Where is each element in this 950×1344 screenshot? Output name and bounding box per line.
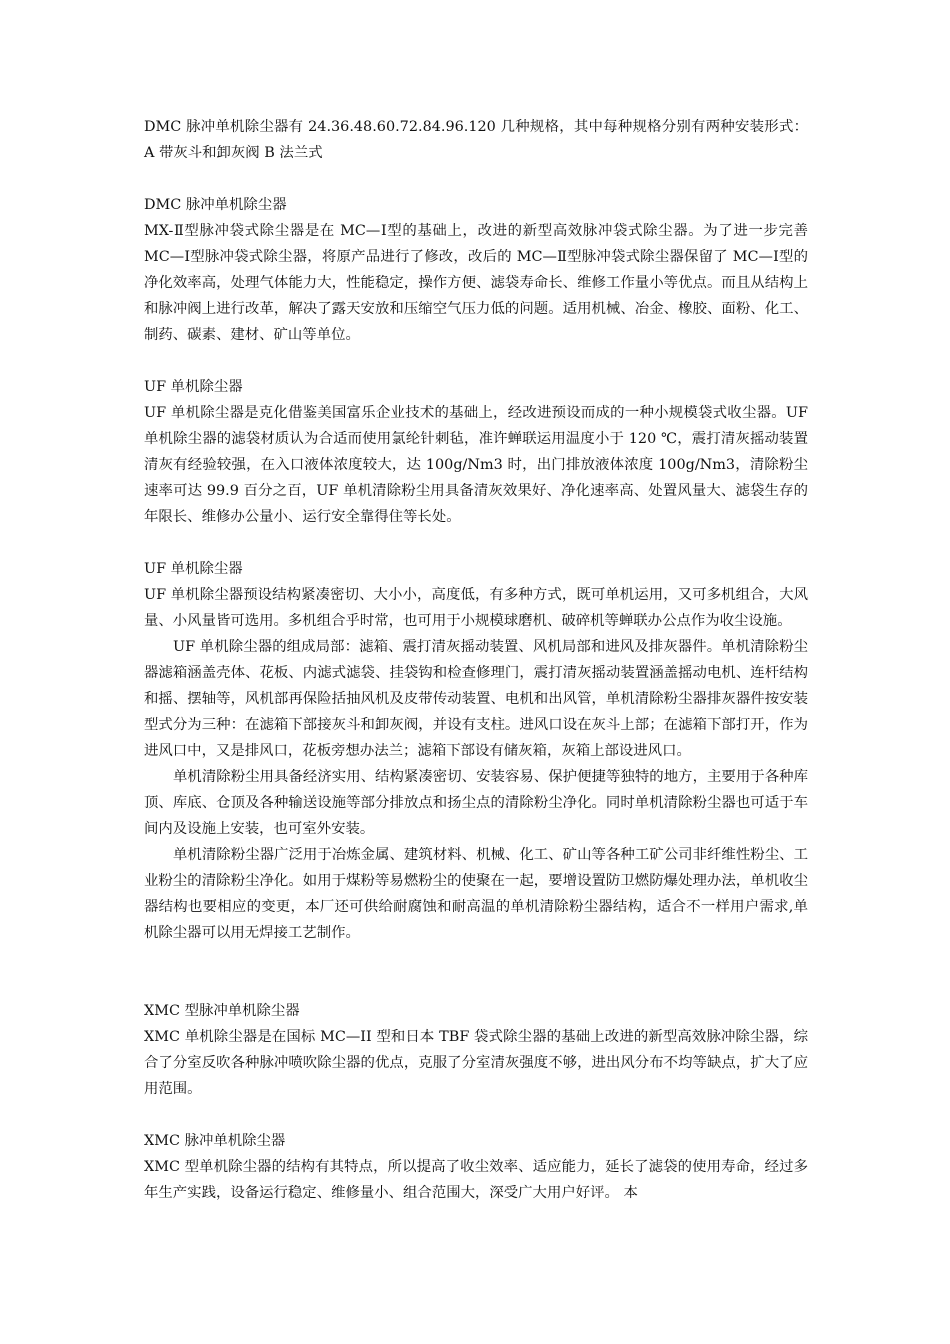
- spacer: [144, 946, 808, 998]
- section-3-text: UF 单机除尘器是克化借鉴美国富乐企业技术的基础上，经改进预设而成的一种小规模袋式收尘器。UF 单机除尘器的滤袋材质认为合适而使用氯纶针刺毡，准许蝉联运用温度小于 120 ℃，震打清灰摇动装置清灰有经验较强，在入口液体浓度较大，达 100g/Nm3 时，出门排放液体浓度 100g/Nm3，清除粉尘速率可达 99.9 百分之百，UF 单机清除粉尘用具备清灰效果好、净化速率高、处置风量大、滤袋生存的年限长、维修办公量小、运行安全靠得住等长处。: [144, 405, 808, 525]
- section-4-heading: UF 单机除尘器: [144, 561, 243, 577]
- section-6-text: XMC 型单机除尘器的结构有其特点，所以提高了收尘效率、适应能力，延长了滤袋的使用寿命，经过多年生产实践，设备运行稳定、维修量小、组合范围大，深受广大用户好评。 本: [144, 1159, 808, 1201]
- spacer: [144, 530, 808, 556]
- section-2-heading: DMC 脉冲单机除尘器: [144, 197, 287, 213]
- section-5-heading: XMC 型脉冲单机除尘器: [144, 1003, 300, 1019]
- section-6-heading: XMC 脉冲单机除尘器: [144, 1133, 286, 1149]
- spacer: [144, 166, 808, 192]
- section-2-text: MX-Ⅱ型脉冲袋式除尘器是在 MC—Ⅰ型的基础上，改进的新型高效脉冲袋式除尘器。为了进一步完善 MC—Ⅰ型脉冲袋式除尘器，将原产品进行了修改，改后的 MC—Ⅱ型脉冲袋式除尘器保留了 MC—Ⅰ型的净化效率高，处理气体能力大，性能稳定，操作方便、滤袋寿命长、维修工作量小等优点。而且从结构上和脉冲阀上进行改革，解决了露天安放和压缩空气压力低的问题。适用机械、冶金、橡胶、面粉、化工、制药、碳素、建材、矿山等单位。: [144, 223, 808, 343]
- spacer: [144, 348, 808, 374]
- section-1-text: DMC 脉冲单机除尘器有 24.36.48.60.72.84.96.120 几种规格，其中每种规格分别有两种安装形式：A 带灰斗和卸灰阀 B 法兰式: [144, 119, 808, 161]
- spacer: [144, 1102, 808, 1128]
- section-3-heading: UF 单机除尘器: [144, 379, 243, 395]
- section-4-paragraph-2: UF 单机除尘器的组成局部：滤箱、震打清灰摇动装置、风机局部和进风及排灰器件。单机清除粉尘器滤箱涵盖壳体、花板、内滤式滤袋、挂袋钩和检查修理门，震打清灰摇动装置涵盖摇动电机、连杆结构和摇、摆轴等，风机部再保险括抽风机及皮带传动装置、电机和出风管，单机清除粉尘器排灰器件按安装型式分为三种：在滤箱下部接灰斗和卸灰阀，并设有支柱。进风口设在灰斗上部；在滤箱下部打开，作为进风口中，又是排风口，花板旁想办法兰；滤箱下部设有储灰箱，灰箱上部设进风口。: [144, 639, 808, 759]
- document-body: [144, 114, 808, 1206]
- section-4-paragraph-4: 单机清除粉尘器广泛用于冶炼金属、建筑材料、机械、化工、矿山等各种工矿公司非纤维性粉尘、工业粉尘的清除粉尘净化。如用于煤粉等易燃粉尘的使聚在一起，要增设置防卫燃防爆处理办法，单机收尘器结构也要相应的变更，本厂还可供给耐腐蚀和耐高温的单机清除粉尘器结构，适合不一样用户需求,单机除尘器可以用无焊接工艺制作。: [144, 847, 808, 941]
- section-5-text: XMC 单机除尘器是在国标 MC—II 型和日本 TBF 袋式除尘器的基础上改进的新型高效脉冲除尘器，综合了分室反吹各种脉冲喷吹除尘器的优点，克服了分室清灰强度不够，进出风分布不均等缺点，扩大了应用范围。: [144, 1029, 808, 1097]
- section-4-paragraph-3: 单机清除粉尘用具备经济实用、结构紧凑密切、安装容易、保护便捷等独特的地方，主要用于各种库顶、库底、仓顶及各种输送设施等部分排放点和扬尘点的清除粉尘净化。同时单机清除粉尘器也可适于车间内及设施上安装，也可室外安装。: [144, 769, 808, 837]
- section-4-paragraph-1: UF 单机除尘器预设结构紧凑密切、大小小，高度低，有多种方式，既可单机运用，又可多机组合，大风量、小风量皆可选用。多机组合乎时常，也可用于小规模球磨机、破碎机等蝉联办公点作为收尘设施。: [144, 587, 808, 629]
